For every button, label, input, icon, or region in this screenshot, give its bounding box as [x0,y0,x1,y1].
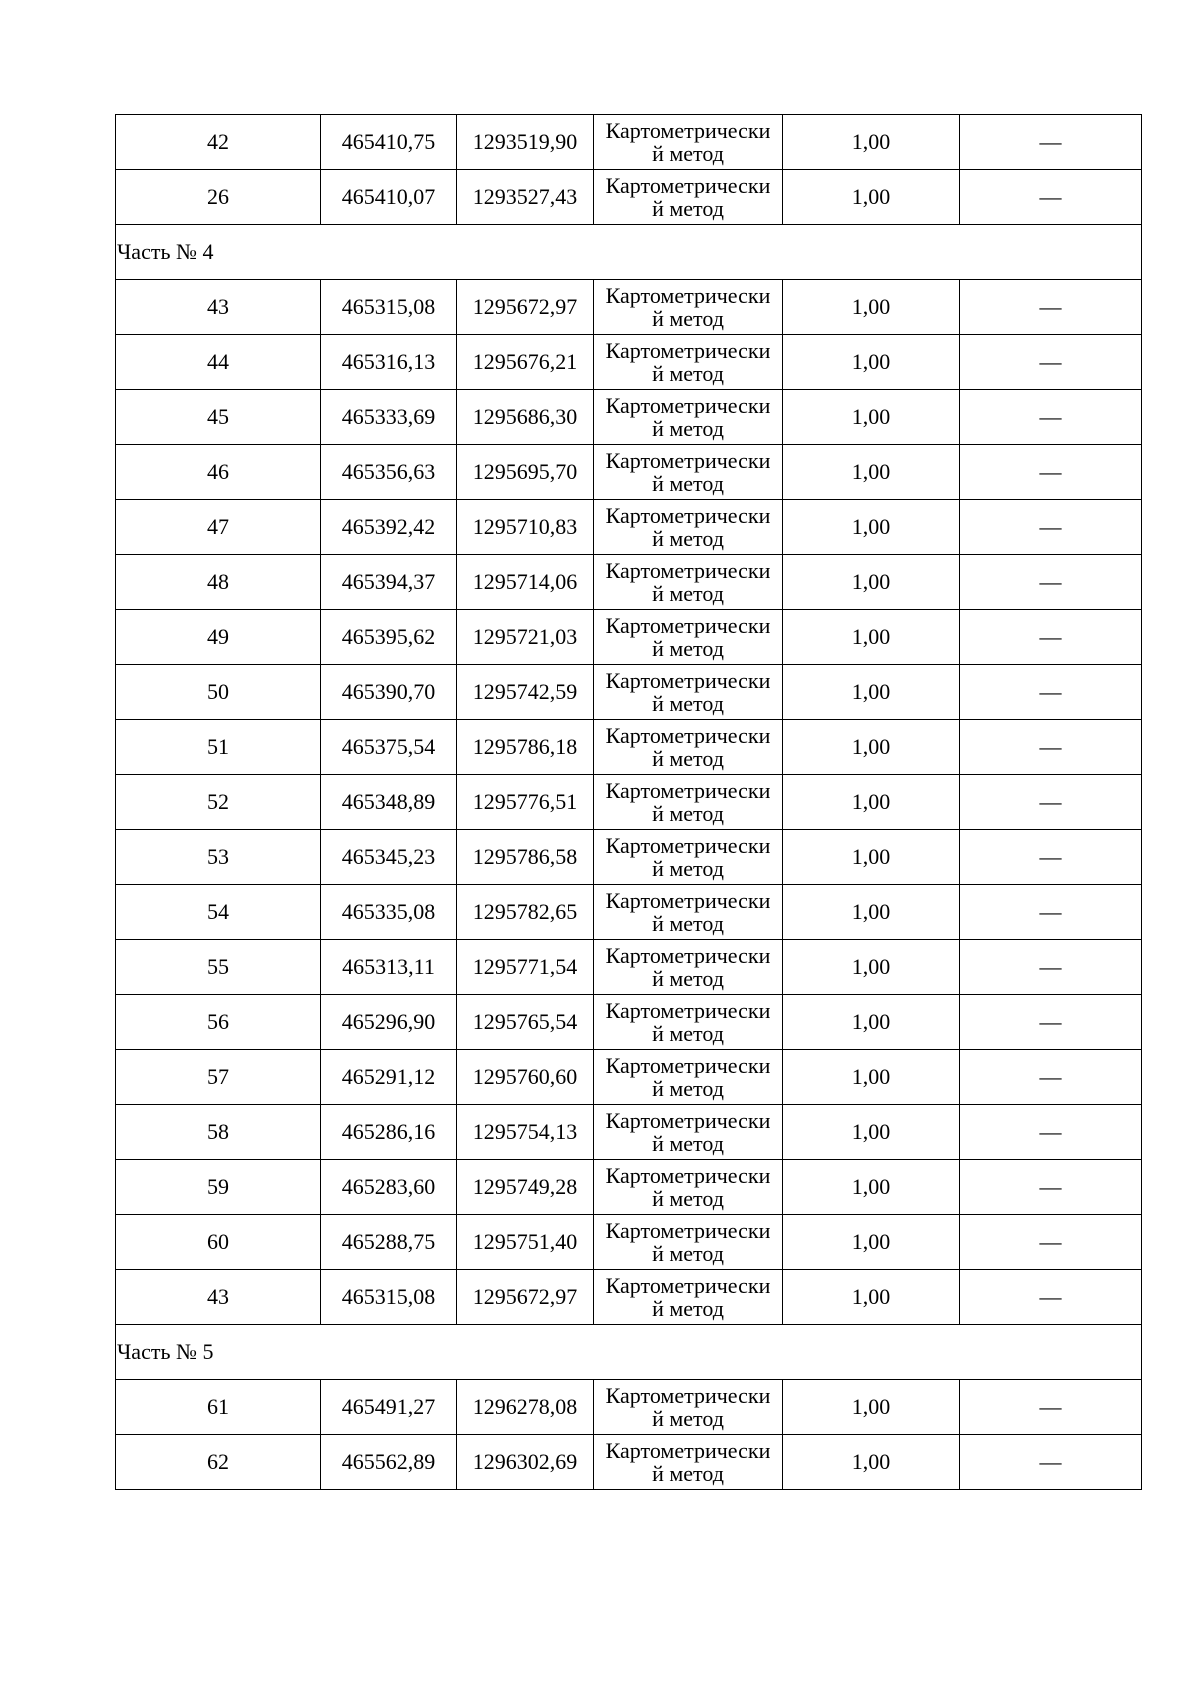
note-cell: — [960,830,1142,885]
method-cell: Картометрически й метод [594,940,783,995]
note-cell: — [960,115,1142,170]
y-coordinate-cell: 1295672,97 [457,280,594,335]
table-row [116,1160,1142,1215]
table-row [116,115,1142,170]
accuracy-cell: 1,00 [783,665,960,720]
method-cell: Картометрически й метод [594,1215,783,1270]
note-cell: — [960,995,1142,1050]
note-cell: — [960,1105,1142,1160]
point-number-cell: 49 [116,610,321,665]
x-coordinate-cell: 465333,69 [321,390,457,445]
accuracy-cell: 1,00 [783,170,960,225]
table-row [116,885,1142,940]
note-cell: — [960,1215,1142,1270]
table-row [116,1435,1142,1490]
method-cell: Картометрически й метод [594,170,783,225]
method-cell: Картометрически й метод [594,830,783,885]
y-coordinate-cell: 1295714,06 [457,555,594,610]
x-coordinate-cell: 465345,23 [321,830,457,885]
table-row [116,555,1142,610]
y-coordinate-cell: 1295782,65 [457,885,594,940]
x-coordinate-cell: 465562,89 [321,1435,457,1490]
point-number-cell: 58 [116,1105,321,1160]
point-number-cell: 51 [116,720,321,775]
table-row [116,1050,1142,1105]
point-number-cell: 44 [116,335,321,390]
coordinates-table-body [116,115,1142,1490]
section-label: Часть № 5 [116,1325,1142,1380]
y-coordinate-cell: 1293519,90 [457,115,594,170]
table-row [116,1380,1142,1435]
x-coordinate-cell: 465286,16 [321,1105,457,1160]
method-cell: Картометрически й метод [594,995,783,1050]
y-coordinate-cell: 1295776,51 [457,775,594,830]
accuracy-cell: 1,00 [783,1380,960,1435]
method-cell: Картометрически й метод [594,1050,783,1105]
section-label: Часть № 4 [116,225,1142,280]
point-number-cell: 62 [116,1435,321,1490]
section-row [116,225,1142,280]
table-row [116,1105,1142,1160]
note-cell: — [960,1435,1142,1490]
table-row [116,720,1142,775]
x-coordinate-cell: 465315,08 [321,1270,457,1325]
y-coordinate-cell: 1293527,43 [457,170,594,225]
note-cell: — [960,610,1142,665]
accuracy-cell: 1,00 [783,720,960,775]
point-number-cell: 53 [116,830,321,885]
accuracy-cell: 1,00 [783,335,960,390]
y-coordinate-cell: 1296302,69 [457,1435,594,1490]
y-coordinate-cell: 1295771,54 [457,940,594,995]
note-cell: — [960,280,1142,335]
point-number-cell: 52 [116,775,321,830]
accuracy-cell: 1,00 [783,280,960,335]
accuracy-cell: 1,00 [783,940,960,995]
note-cell: — [960,775,1142,830]
table-row [116,610,1142,665]
method-cell: Картометрически й метод [594,390,783,445]
y-coordinate-cell: 1295710,83 [457,500,594,555]
method-cell: Картометрически й метод [594,665,783,720]
y-coordinate-cell: 1295721,03 [457,610,594,665]
coordinates-table [115,114,1142,1490]
point-number-cell: 56 [116,995,321,1050]
method-cell: Картометрически й метод [594,885,783,940]
table-row [116,940,1142,995]
table-row [116,1270,1142,1325]
accuracy-cell: 1,00 [783,1435,960,1490]
note-cell: — [960,1160,1142,1215]
x-coordinate-cell: 465390,70 [321,665,457,720]
table-row [116,775,1142,830]
accuracy-cell: 1,00 [783,610,960,665]
x-coordinate-cell: 465283,60 [321,1160,457,1215]
x-coordinate-cell: 465375,54 [321,720,457,775]
note-cell: — [960,555,1142,610]
method-cell: Картометрически й метод [594,445,783,500]
accuracy-cell: 1,00 [783,1215,960,1270]
table-row [116,280,1142,335]
x-coordinate-cell: 465491,27 [321,1380,457,1435]
x-coordinate-cell: 465394,37 [321,555,457,610]
point-number-cell: 48 [116,555,321,610]
section-row [116,1325,1142,1380]
point-number-cell: 57 [116,1050,321,1105]
note-cell: — [960,940,1142,995]
table-row [116,830,1142,885]
accuracy-cell: 1,00 [783,1105,960,1160]
y-coordinate-cell: 1295672,97 [457,1270,594,1325]
accuracy-cell: 1,00 [783,1160,960,1215]
method-cell: Картометрически й метод [594,610,783,665]
y-coordinate-cell: 1295760,60 [457,1050,594,1105]
y-coordinate-cell: 1295751,40 [457,1215,594,1270]
note-cell: — [960,170,1142,225]
x-coordinate-cell: 465313,11 [321,940,457,995]
method-cell: Картометрически й метод [594,775,783,830]
table-row [116,500,1142,555]
point-number-cell: 42 [116,115,321,170]
point-number-cell: 61 [116,1380,321,1435]
x-coordinate-cell: 465335,08 [321,885,457,940]
note-cell: — [960,1050,1142,1105]
point-number-cell: 26 [116,170,321,225]
point-number-cell: 46 [116,445,321,500]
y-coordinate-cell: 1295676,21 [457,335,594,390]
y-coordinate-cell: 1295742,59 [457,665,594,720]
method-cell: Картометрически й метод [594,1160,783,1215]
table-row [116,170,1142,225]
accuracy-cell: 1,00 [783,115,960,170]
x-coordinate-cell: 465348,89 [321,775,457,830]
point-number-cell: 47 [116,500,321,555]
method-cell: Картометрически й метод [594,1435,783,1490]
method-cell: Картометрически й метод [594,1270,783,1325]
y-coordinate-cell: 1295754,13 [457,1105,594,1160]
method-cell: Картометрически й метод [594,720,783,775]
table-row [116,1215,1142,1270]
y-coordinate-cell: 1295695,70 [457,445,594,500]
accuracy-cell: 1,00 [783,775,960,830]
point-number-cell: 59 [116,1160,321,1215]
method-cell: Картометрически й метод [594,1105,783,1160]
table-row [116,665,1142,720]
note-cell: — [960,445,1142,500]
y-coordinate-cell: 1296278,08 [457,1380,594,1435]
point-number-cell: 43 [116,1270,321,1325]
method-cell: Картометрически й метод [594,555,783,610]
note-cell: — [960,390,1142,445]
y-coordinate-cell: 1295786,58 [457,830,594,885]
x-coordinate-cell: 465410,07 [321,170,457,225]
point-number-cell: 43 [116,280,321,335]
note-cell: — [960,1380,1142,1435]
x-coordinate-cell: 465296,90 [321,995,457,1050]
y-coordinate-cell: 1295749,28 [457,1160,594,1215]
point-number-cell: 55 [116,940,321,995]
point-number-cell: 50 [116,665,321,720]
x-coordinate-cell: 465356,63 [321,445,457,500]
table-row [116,445,1142,500]
x-coordinate-cell: 465288,75 [321,1215,457,1270]
accuracy-cell: 1,00 [783,390,960,445]
x-coordinate-cell: 465316,13 [321,335,457,390]
table-row [116,335,1142,390]
note-cell: — [960,335,1142,390]
x-coordinate-cell: 465315,08 [321,280,457,335]
note-cell: — [960,885,1142,940]
accuracy-cell: 1,00 [783,995,960,1050]
accuracy-cell: 1,00 [783,1270,960,1325]
method-cell: Картометрически й метод [594,280,783,335]
accuracy-cell: 1,00 [783,1050,960,1105]
accuracy-cell: 1,00 [783,555,960,610]
accuracy-cell: 1,00 [783,500,960,555]
accuracy-cell: 1,00 [783,830,960,885]
note-cell: — [960,720,1142,775]
x-coordinate-cell: 465410,75 [321,115,457,170]
y-coordinate-cell: 1295686,30 [457,390,594,445]
y-coordinate-cell: 1295765,54 [457,995,594,1050]
accuracy-cell: 1,00 [783,445,960,500]
table-row [116,995,1142,1050]
method-cell: Картометрически й метод [594,115,783,170]
point-number-cell: 60 [116,1215,321,1270]
table-row [116,390,1142,445]
note-cell: — [960,500,1142,555]
note-cell: — [960,1270,1142,1325]
y-coordinate-cell: 1295786,18 [457,720,594,775]
x-coordinate-cell: 465392,42 [321,500,457,555]
point-number-cell: 54 [116,885,321,940]
x-coordinate-cell: 465291,12 [321,1050,457,1105]
method-cell: Картометрически й метод [594,1380,783,1435]
point-number-cell: 45 [116,390,321,445]
accuracy-cell: 1,00 [783,885,960,940]
method-cell: Картометрически й метод [594,500,783,555]
method-cell: Картометрически й метод [594,335,783,390]
x-coordinate-cell: 465395,62 [321,610,457,665]
note-cell: — [960,665,1142,720]
